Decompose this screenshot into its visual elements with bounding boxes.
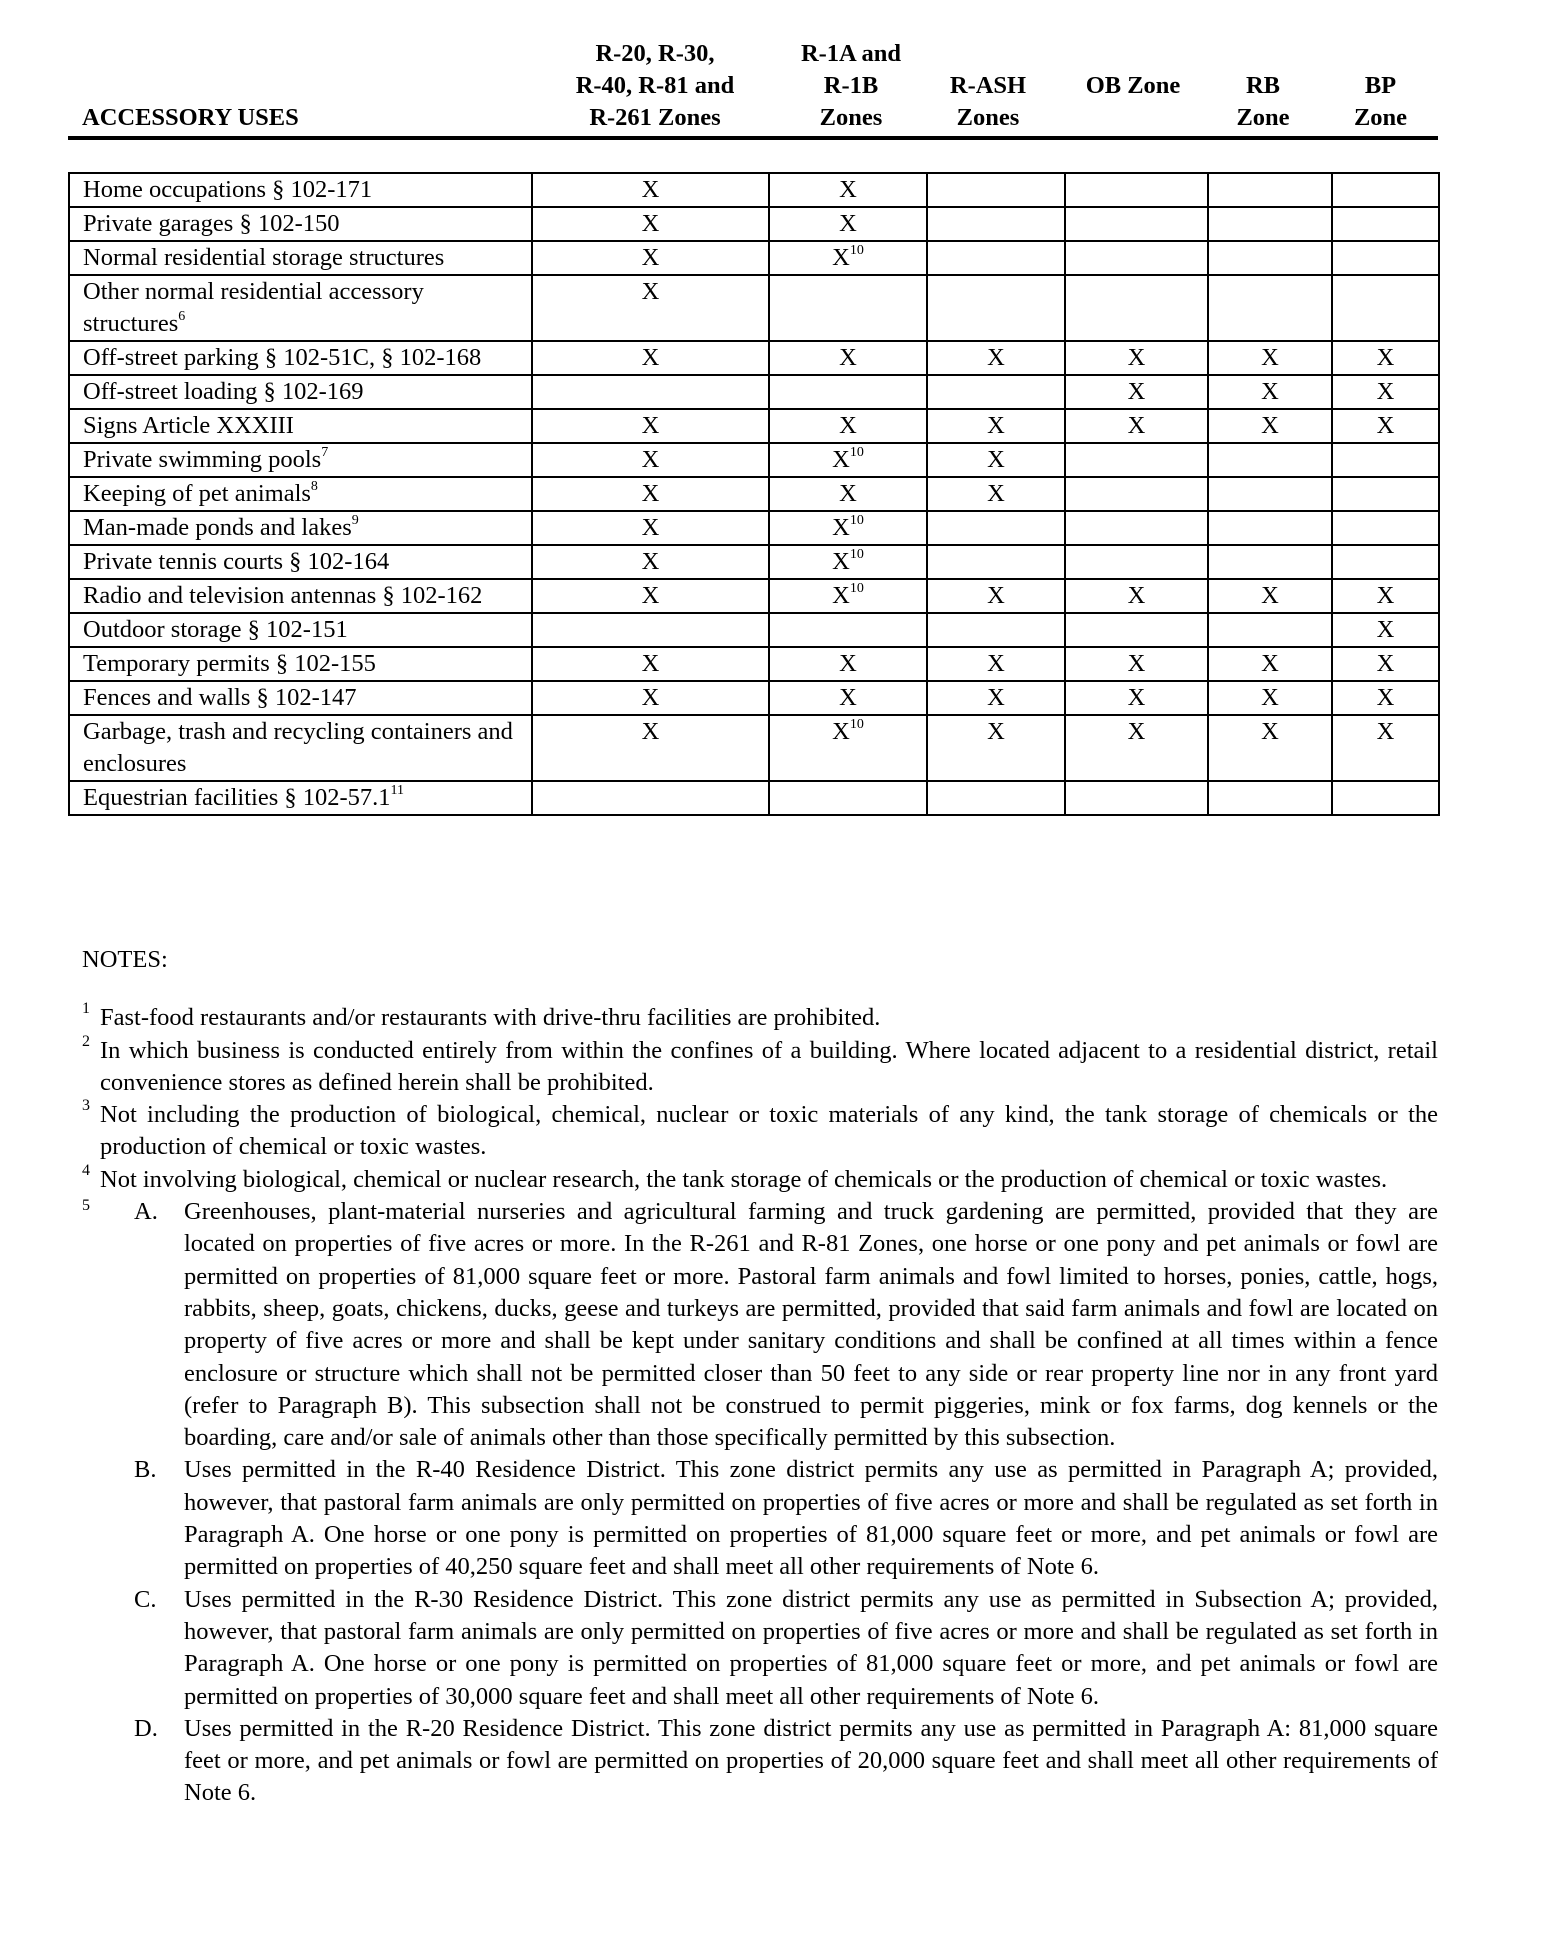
zone-cell xyxy=(1065,579,1208,613)
permitted-mark: X xyxy=(839,412,857,439)
permitted-mark: X xyxy=(641,446,660,473)
footnote-ref: 6 xyxy=(178,309,186,324)
permitted-mark: X xyxy=(641,480,660,507)
footnote-5-paragraph-a xyxy=(68,1196,1438,1454)
permitted-mark: X xyxy=(641,718,660,745)
footnote-5-paragraph-c xyxy=(68,1584,1438,1713)
zone-cell xyxy=(769,579,927,613)
zone-cell xyxy=(769,681,927,715)
accessory-uses-table xyxy=(68,172,1440,816)
footnote-ref: 10 xyxy=(849,581,864,596)
zone-cell xyxy=(927,781,1065,815)
header-col-rash-line-2: Zones xyxy=(956,104,1020,131)
header-accessory-uses: ACCESSORY USES xyxy=(82,104,299,131)
zone-cell xyxy=(769,613,927,647)
permitted-mark: X xyxy=(641,684,660,711)
permitted-mark: X xyxy=(641,176,660,203)
accessory-use-cell xyxy=(69,511,532,545)
footnote-ref: 7 xyxy=(321,445,329,460)
permitted-mark: X xyxy=(1261,718,1279,745)
footnote-2 xyxy=(68,1032,1438,1100)
accessory-use-label: Normal residential storage structures xyxy=(83,244,445,271)
zone-cell xyxy=(927,409,1065,443)
footnote-ref: 10 xyxy=(849,547,864,562)
footnote-3 xyxy=(68,1099,1438,1164)
table-row xyxy=(69,613,1439,647)
zone-cell xyxy=(769,341,927,375)
footnote-5-paragraph-b xyxy=(68,1454,1438,1583)
header-col-r1a-line-2: R-1B xyxy=(823,72,879,99)
zone-cell xyxy=(927,375,1065,409)
permitted-mark: X xyxy=(641,514,660,541)
permitted-mark: X xyxy=(641,650,660,677)
permitted-mark: X xyxy=(1261,684,1279,711)
zone-cell xyxy=(1208,715,1332,781)
permitted-mark: X xyxy=(832,514,850,541)
zone-cell xyxy=(1065,477,1208,511)
footnote-ref: 10 xyxy=(849,445,864,460)
zone-cell xyxy=(532,173,769,207)
zone-cell xyxy=(1065,207,1208,241)
footnote-3-number: 3 xyxy=(82,1097,90,1115)
permitted-mark: X xyxy=(641,278,660,305)
permitted-mark: X xyxy=(1127,378,1146,405)
table-row xyxy=(69,409,1439,443)
zone-cell xyxy=(927,341,1065,375)
zone-cell xyxy=(1208,207,1332,241)
footnote-1-text: Fast-food restaurants and/or restaurants with drive-thru facilities are prohibited. xyxy=(100,1004,881,1032)
zone-cell xyxy=(1065,511,1208,545)
zone-cell xyxy=(769,781,927,815)
zone-cell xyxy=(1332,681,1439,715)
accessory-use-label: Other normal residential accessory structures xyxy=(83,278,424,337)
permitted-mark: X xyxy=(839,344,857,371)
permitted-mark: X xyxy=(839,176,857,203)
table-row xyxy=(69,681,1439,715)
zone-cell xyxy=(1332,275,1439,341)
zone-cell xyxy=(1065,715,1208,781)
accessory-use-label: Private tennis courts § 102-164 xyxy=(83,548,390,575)
zone-cell xyxy=(1332,477,1439,511)
paragraph-c-text: Uses permitted in the R-30 Residence District. This zone district permits any use as permitted in Subsection A; provided, however, that pastoral farm animals are only permitted on properties of five acres or more and shall be regulated as set forth in Paragraph A. One horse or one pony is permitted on properties of 81,000 square feet or more, and pet animals or fowl are permitted on properties of 30,000 square feet and shall meet all other requirements of Note 6. xyxy=(184,1585,1438,1710)
header-col-ob-label xyxy=(1063,70,1203,102)
zone-cell xyxy=(1065,613,1208,647)
zone-cell xyxy=(927,443,1065,477)
table-row xyxy=(69,375,1439,409)
accessory-use-cell xyxy=(69,173,532,207)
zone-cell xyxy=(1208,613,1332,647)
zone-cell xyxy=(532,477,769,511)
zone-cell xyxy=(1332,409,1439,443)
zone-cell xyxy=(1208,545,1332,579)
accessory-use-cell xyxy=(69,241,532,275)
permitted-mark: X xyxy=(1376,684,1395,711)
accessory-use-cell xyxy=(69,443,532,477)
header-col-r20-label xyxy=(540,38,770,134)
document-page xyxy=(68,34,1438,1807)
zone-cell xyxy=(927,511,1065,545)
permitted-mark: X xyxy=(1127,718,1146,745)
permitted-mark: X xyxy=(1127,344,1146,371)
permitted-mark: X xyxy=(1376,582,1395,609)
permitted-mark: X xyxy=(987,446,1005,473)
table-row xyxy=(69,477,1439,511)
zone-cell xyxy=(1208,173,1332,207)
header-col-bp-line-1: BP xyxy=(1364,72,1397,99)
zone-cell xyxy=(1208,579,1332,613)
permitted-mark: X xyxy=(987,718,1005,745)
notes-section xyxy=(68,944,1438,1810)
permitted-mark: X xyxy=(641,210,660,237)
permitted-mark: X xyxy=(832,718,850,745)
accessory-use-label: Keeping of pet animals xyxy=(83,480,311,507)
zone-cell xyxy=(769,647,927,681)
accessory-use-label: Home occupations § 102-171 xyxy=(83,176,373,203)
zone-cell xyxy=(1065,173,1208,207)
permitted-mark: X xyxy=(641,344,660,371)
zone-cell xyxy=(769,477,927,511)
zone-cell xyxy=(1065,375,1208,409)
footnote-4-number: 4 xyxy=(82,1161,90,1179)
zone-cell xyxy=(927,275,1065,341)
header-col-rash-line-1: R-ASH xyxy=(949,72,1027,99)
accessory-use-label: Off-street parking § 102-51C, § 102-168 xyxy=(83,344,482,371)
accessory-use-cell xyxy=(69,579,532,613)
footnote-ref: 10 xyxy=(849,717,864,732)
footnote-ref: 9 xyxy=(351,513,359,528)
table-row xyxy=(69,715,1439,781)
paragraph-b-letter: B. xyxy=(134,1456,157,1484)
accessory-use-cell xyxy=(69,477,532,511)
accessory-use-label: Garbage, trash and recycling containers and enclosures xyxy=(83,718,513,777)
header-col-r20-line-1: R-20, R-30, xyxy=(595,40,715,67)
zone-cell xyxy=(927,715,1065,781)
zone-cell xyxy=(1208,681,1332,715)
table-row xyxy=(69,647,1439,681)
permitted-mark: X xyxy=(987,582,1005,609)
zone-cell xyxy=(1332,511,1439,545)
zone-cell xyxy=(532,375,769,409)
zone-cell xyxy=(769,375,927,409)
table-header xyxy=(68,34,1438,138)
accessory-use-cell xyxy=(69,275,532,341)
accessory-use-label: Signs Article XXXIII xyxy=(83,412,294,439)
table-row xyxy=(69,545,1439,579)
footnote-1 xyxy=(68,1002,1438,1034)
permitted-mark: X xyxy=(641,244,660,271)
zone-cell xyxy=(1332,613,1439,647)
zone-cell xyxy=(1332,375,1439,409)
table-row xyxy=(69,275,1439,341)
zone-cell xyxy=(769,715,927,781)
notes-title: NOTES: xyxy=(82,946,168,973)
paragraph-c-letter: C. xyxy=(134,1585,157,1613)
zone-cell xyxy=(1332,781,1439,815)
zone-cell xyxy=(532,443,769,477)
zone-cell xyxy=(532,341,769,375)
permitted-mark: X xyxy=(839,650,857,677)
accessory-use-label: Off-street loading § 102-169 xyxy=(83,378,364,405)
accessory-use-cell xyxy=(69,545,532,579)
zone-cell xyxy=(1332,545,1439,579)
accessory-use-label: Equestrian facilities § 102-57.1 xyxy=(83,784,391,811)
permitted-mark: X xyxy=(839,210,857,237)
header-col-ob-line-1: OB Zone xyxy=(1085,72,1181,99)
footnote-4-text: Not involving biological, chemical or nuclear research, the tank storage of chemicals or the production of chemical or toxic wastes. xyxy=(100,1165,1388,1193)
permitted-mark: X xyxy=(1127,582,1146,609)
zone-cell xyxy=(532,207,769,241)
zone-cell xyxy=(532,241,769,275)
table-row xyxy=(69,241,1439,275)
permitted-mark: X xyxy=(1376,616,1395,643)
permitted-mark: X xyxy=(1261,344,1279,371)
zone-cell xyxy=(927,579,1065,613)
permitted-mark: X xyxy=(1376,650,1395,677)
footnote-5-paragraph-d xyxy=(68,1713,1438,1810)
zone-cell xyxy=(532,681,769,715)
accessory-use-cell xyxy=(69,715,532,781)
permitted-mark: X xyxy=(987,412,1005,439)
accessory-use-label: Private garages § 102-150 xyxy=(83,210,340,237)
zone-cell xyxy=(1065,545,1208,579)
zone-cell xyxy=(532,409,769,443)
zone-cell xyxy=(1208,443,1332,477)
permitted-mark: X xyxy=(1127,412,1146,439)
zone-cell xyxy=(532,545,769,579)
zone-cell xyxy=(927,207,1065,241)
permitted-mark: X xyxy=(832,582,850,609)
zone-cell xyxy=(1332,341,1439,375)
zone-cell xyxy=(1065,781,1208,815)
table-row xyxy=(69,579,1439,613)
footnote-5-number: 5 xyxy=(82,1197,90,1215)
zone-cell xyxy=(769,545,927,579)
accessory-use-label: Radio and television antennas § 102-162 xyxy=(83,582,483,609)
table-row xyxy=(69,511,1439,545)
paragraph-d-letter: D. xyxy=(134,1714,158,1742)
permitted-mark: X xyxy=(1261,412,1279,439)
header-col-rb-label xyxy=(1208,70,1318,134)
zone-cell xyxy=(1208,781,1332,815)
footnote-4 xyxy=(68,1161,1438,1196)
accessory-use-label: Fences and walls § 102-147 xyxy=(83,684,357,711)
accessory-use-label: Private swimming pools xyxy=(83,446,322,473)
zone-cell xyxy=(769,275,927,341)
accessory-use-label: Man-made ponds and lakes xyxy=(83,514,352,541)
header-col-r20-line-2: R-40, R-81 and xyxy=(575,72,735,99)
permitted-mark: X xyxy=(1127,684,1146,711)
table-row xyxy=(69,173,1439,207)
zone-cell xyxy=(1208,511,1332,545)
zone-cell xyxy=(1208,477,1332,511)
zone-cell xyxy=(532,613,769,647)
permitted-mark: X xyxy=(1261,378,1279,405)
zone-cell xyxy=(532,275,769,341)
table-row xyxy=(69,443,1439,477)
permitted-mark: X xyxy=(839,480,857,507)
header-col-bp-line-2: Zone xyxy=(1353,104,1408,131)
permitted-mark: X xyxy=(832,548,850,575)
permitted-mark: X xyxy=(641,412,660,439)
permitted-mark: X xyxy=(1127,650,1146,677)
zone-cell xyxy=(532,511,769,545)
permitted-mark: X xyxy=(641,548,660,575)
zone-cell xyxy=(927,545,1065,579)
header-col-rb-line-1: RB xyxy=(1245,72,1281,99)
permitted-mark: X xyxy=(987,344,1005,371)
zone-cell xyxy=(1065,241,1208,275)
permitted-mark: X xyxy=(832,244,850,271)
footnote-2-text: In which business is conducted entirely from within the confines of a building. Where located adjacent to a residential district, retail convenience stores as defined herein shall be prohibited. xyxy=(100,1036,1438,1096)
zone-cell xyxy=(532,781,769,815)
header-col-bp-label xyxy=(1323,70,1438,134)
accessory-use-cell xyxy=(69,613,532,647)
zone-cell xyxy=(1332,173,1439,207)
footnote-ref: 10 xyxy=(849,513,864,528)
zone-cell xyxy=(1332,647,1439,681)
zone-cell xyxy=(1332,207,1439,241)
zone-cell xyxy=(1208,647,1332,681)
zone-cell xyxy=(927,681,1065,715)
footnote-2-number: 2 xyxy=(82,1032,90,1050)
zone-cell xyxy=(927,647,1065,681)
accessory-use-label: Temporary permits § 102-155 xyxy=(83,650,376,677)
footnote-ref: 10 xyxy=(849,243,864,258)
accessory-use-cell xyxy=(69,207,532,241)
permitted-mark: X xyxy=(1261,650,1279,677)
zone-cell xyxy=(532,579,769,613)
footnote-3-text: Not including the production of biological, chemical, nuclear or toxic materials of any kind, the tank storage of chemicals or the production of chemical or toxic wastes. xyxy=(100,1101,1438,1161)
zone-cell xyxy=(927,241,1065,275)
permitted-mark: X xyxy=(1376,378,1395,405)
paragraph-b-text: Uses permitted in the R-40 Residence District. This zone district permits any use as permitted in Paragraph A; provided, however, that pastoral farm animals are only permitted on properties of five acres or more and shall be regulated as set forth in Paragraph A. One horse or one pony is permitted on properties of 81,000 square feet or more, and pet animals or fowl are permitted on properties of 40,250 square feet and shall meet all other requirements of Note 6. xyxy=(184,1456,1438,1581)
zone-cell xyxy=(1332,715,1439,781)
accessory-use-label: Outdoor storage § 102-151 xyxy=(83,616,348,643)
header-col-r1a-line-1: R-1A and xyxy=(800,40,902,67)
zone-cell xyxy=(1332,579,1439,613)
header-col-r1a-line-3: Zones xyxy=(819,104,883,131)
zone-cell xyxy=(1065,409,1208,443)
zone-cell xyxy=(927,613,1065,647)
zone-cell xyxy=(769,173,927,207)
permitted-mark: X xyxy=(641,582,660,609)
permitted-mark: X xyxy=(832,446,850,473)
zone-cell xyxy=(1208,409,1332,443)
zone-cell xyxy=(1332,443,1439,477)
permitted-mark: X xyxy=(987,650,1005,677)
table-row xyxy=(69,207,1439,241)
zone-cell xyxy=(1332,241,1439,275)
zone-cell xyxy=(1208,341,1332,375)
zone-cell xyxy=(1065,681,1208,715)
permitted-mark: X xyxy=(1376,412,1395,439)
paragraph-d-text: Uses permitted in the R-20 Residence District. This zone district permits any use as permitted in Paragraph A: 81,000 square feet or more, and pet animals or fowl are permitted on properties of 20,000 square feet and shall meet all other requirements of Note 6. xyxy=(184,1714,1438,1807)
zone-cell xyxy=(1065,341,1208,375)
footnote-ref: 11 xyxy=(390,783,405,798)
zone-cell xyxy=(769,409,927,443)
table-row xyxy=(69,341,1439,375)
zone-cell xyxy=(532,715,769,781)
accessory-use-cell xyxy=(69,647,532,681)
zone-cell xyxy=(769,511,927,545)
accessory-use-cell xyxy=(69,781,532,815)
header-col-r1a-label xyxy=(776,38,926,134)
zone-cell xyxy=(532,647,769,681)
header-rule xyxy=(68,136,1438,140)
permitted-mark: X xyxy=(987,480,1005,507)
zone-cell xyxy=(1065,275,1208,341)
zone-cell xyxy=(769,241,927,275)
zone-cell xyxy=(769,443,927,477)
permitted-mark: X xyxy=(1261,582,1279,609)
header-col-rash-label xyxy=(928,70,1048,134)
accessory-use-cell xyxy=(69,681,532,715)
header-col-r20-line-3: R-261 Zones xyxy=(589,104,721,131)
permitted-mark: X xyxy=(1376,718,1395,745)
header-col-rb-line-2: Zone xyxy=(1236,104,1290,131)
zone-cell xyxy=(769,207,927,241)
zone-cell xyxy=(1065,647,1208,681)
permitted-mark: X xyxy=(987,684,1005,711)
accessory-use-cell xyxy=(69,409,532,443)
zone-cell xyxy=(1065,443,1208,477)
zone-cell xyxy=(927,173,1065,207)
footnote-ref: 8 xyxy=(310,479,318,494)
accessory-use-cell xyxy=(69,375,532,409)
paragraph-a-letter: A. xyxy=(134,1198,158,1226)
permitted-mark: X xyxy=(1376,344,1395,371)
zone-cell xyxy=(1208,375,1332,409)
zone-cell xyxy=(927,477,1065,511)
paragraph-a-text: Greenhouses, plant-material nurseries and agricultural farming and truck gardening are permitted, provided that they are located on properties of five acres or more. In the R-261 and R-81 Zones, one horse or one pony and pet animals or fowl are permitted on properties of 81,000 square feet or more. Pastoral farm animals and fowl limited to horses, ponies, cattle, hogs, rabbits, sheep, goats, chickens, ducks, geese and turkeys are permitted, provided that said farm animals and fowl are located on property of five acres or more and shall be kept under sanitary conditions and shall be confined at all times within a fence enclosure or structure which shall not be permitted closer than 50 feet to any side or rear property line nor in any front yard (refer to Paragraph B). This subsection shall not be construed to permit piggeries, mink or fox farms, dog kennels or the boarding, care and/or sale of animals other than those specifically permitted by this subsection. xyxy=(184,1198,1438,1452)
zone-cell xyxy=(1208,275,1332,341)
footnote-1-number: 1 xyxy=(82,1000,90,1018)
accessory-use-cell xyxy=(69,341,532,375)
table-row xyxy=(69,781,1439,815)
permitted-mark: X xyxy=(839,684,857,711)
zone-cell xyxy=(1208,241,1332,275)
